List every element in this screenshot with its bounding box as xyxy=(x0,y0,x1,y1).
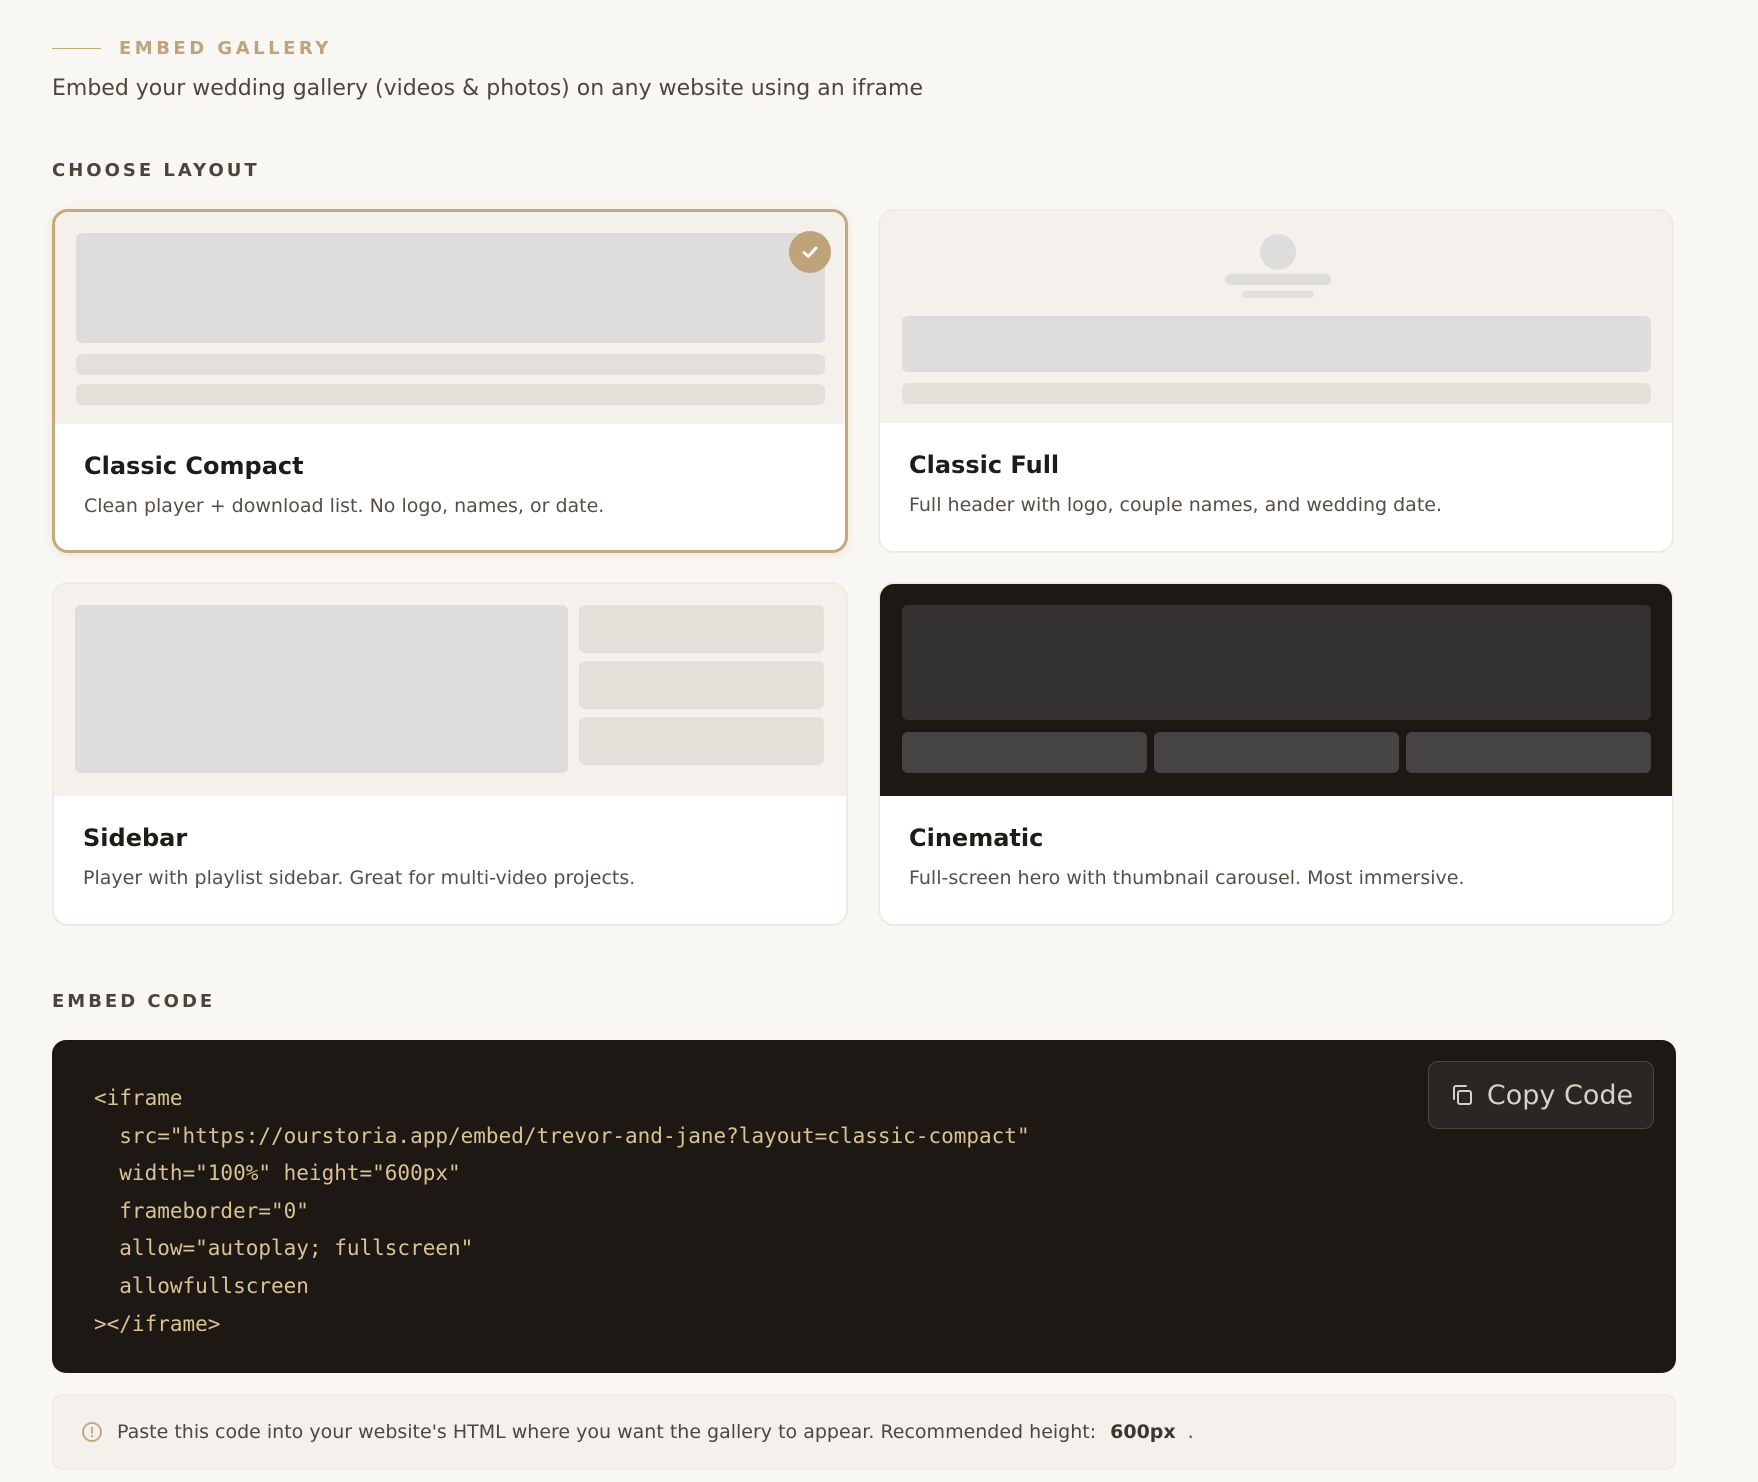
note-text: Paste this code into your website's HTML where you want the gallery to appear. Recommended height: xyxy=(117,1421,1097,1443)
preview-playlist-item xyxy=(579,661,824,709)
preview-player-block xyxy=(76,233,825,343)
layout-preview-classic-full xyxy=(880,211,1672,423)
embed-code-label: EMBED CODE xyxy=(52,991,216,1012)
layout-card-title: Cinematic xyxy=(909,824,1044,852)
layout-card-description: Player with playlist sidebar. Great for multi-video projects. xyxy=(83,867,636,889)
layout-card-classic-full[interactable] xyxy=(878,209,1674,553)
copy-code-button[interactable] xyxy=(1428,1061,1654,1129)
code-line: src="https://ourstoria.app/embed/trevor-and-jane?layout=classic-compact" xyxy=(94,1123,1030,1148)
choose-layout-label: CHOOSE LAYOUT xyxy=(52,160,260,181)
preview-thumbnail xyxy=(1406,732,1651,773)
preview-names-line xyxy=(1225,274,1331,285)
check-icon xyxy=(789,231,831,273)
preview-player-block xyxy=(75,605,568,773)
preview-list-row xyxy=(76,354,825,375)
layout-preview-classic-compact xyxy=(55,212,845,424)
recommended-height-value: 600px xyxy=(1110,1421,1176,1443)
code-line: allow="autoplay; fullscreen" xyxy=(94,1236,474,1261)
preview-hero-block xyxy=(902,605,1651,720)
code-lines xyxy=(94,1080,1030,1343)
eyebrow-rule xyxy=(52,48,101,49)
layout-preview-sidebar xyxy=(54,584,846,796)
code-line: allowfullscreen xyxy=(94,1273,309,1298)
preview-player-block xyxy=(902,316,1651,372)
preview-thumbnail xyxy=(902,732,1147,773)
layout-card-title: Classic Full xyxy=(909,451,1060,479)
preview-playlist-item xyxy=(579,605,824,653)
layout-card-title: Sidebar xyxy=(83,824,188,852)
preview-date-line xyxy=(1242,291,1314,298)
info-icon xyxy=(81,1421,103,1443)
embed-instructions-note xyxy=(52,1394,1676,1470)
code-line: ></iframe> xyxy=(94,1311,221,1336)
layout-card-classic-compact[interactable] xyxy=(52,209,848,553)
preview-thumbnail xyxy=(1154,732,1399,773)
layout-card-sidebar[interactable] xyxy=(52,582,848,926)
preview-playlist-item xyxy=(579,717,824,765)
copy-icon xyxy=(1449,1082,1475,1108)
layout-preview-cinematic xyxy=(880,584,1672,796)
layout-card-description: Clean player + download list. No logo, names, or date. xyxy=(84,495,605,517)
code-line: width="100%" height="600px" xyxy=(94,1161,461,1186)
layout-card-description: Full header with logo, couple names, and wedding date. xyxy=(909,494,1443,516)
note-suffix: . xyxy=(1187,1421,1194,1443)
page-subtitle: Embed your wedding gallery (videos & photos) on any website using an iframe xyxy=(52,76,923,101)
layout-card-title: Classic Compact xyxy=(84,452,304,480)
preview-logo-circle xyxy=(1260,234,1296,270)
copy-code-label: Copy Code xyxy=(1486,1079,1634,1111)
layout-card-description: Full-screen hero with thumbnail carousel. Most immersive. xyxy=(909,867,1465,889)
code-line: frameborder="0" xyxy=(94,1198,309,1223)
code-line: <iframe xyxy=(94,1086,183,1110)
preview-list-row xyxy=(76,384,825,405)
embed-code-block[interactable] xyxy=(52,1040,1676,1373)
layout-card-cinematic[interactable] xyxy=(878,582,1674,926)
eyebrow-label: EMBED GALLERY xyxy=(119,38,332,59)
page-eyebrow xyxy=(52,38,332,59)
preview-list-row xyxy=(902,383,1651,404)
